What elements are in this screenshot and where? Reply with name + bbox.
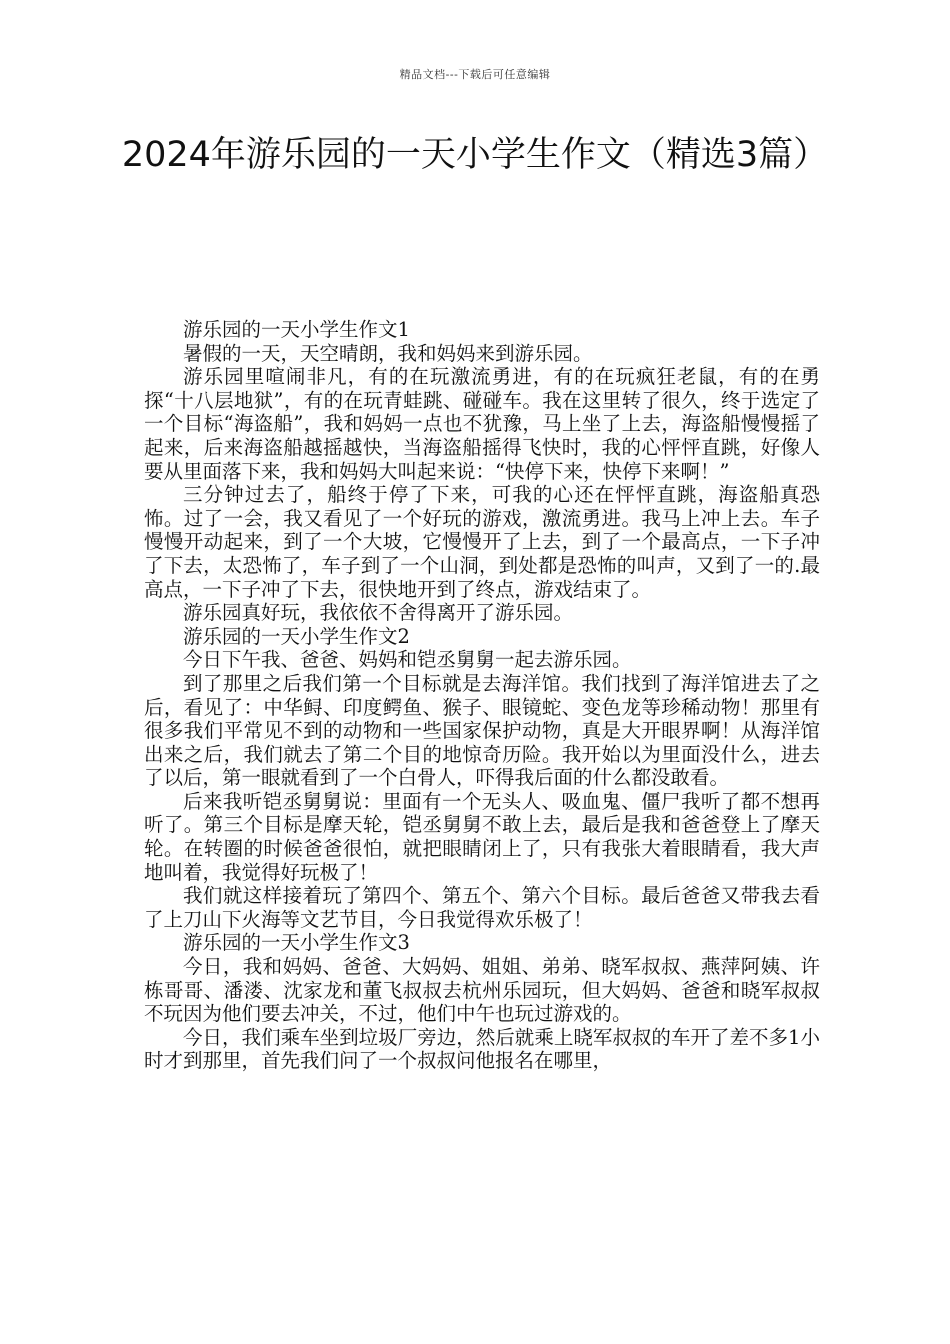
- document-title: 2024年游乐园的一天小学生作文（精选3篇）: [121, 135, 829, 175]
- paragraph: 游乐园里喧闹非凡，有的在玩激流勇进，有的在玩疯狂老鼠，有的在勇探“十八层地狱”，有的在玩青蛙跳、碰碰车。我在这里转了很久，终于选定了一个目标“海盗船”，我和妈妈一点也不犹豫，马上坐了上去，海盗船慢慢摇了起来，后来海盗船越摇越快，当海盗船摇得飞快时，我的心怦怦直跳，好像人要从里面落下来，我和妈妈大叫起来说：“快停下来，快停下来啊！”: [144, 365, 820, 483]
- essay-heading-1: 游乐园的一天小学生作文1: [183, 318, 410, 341]
- article-body: [144, 318, 820, 1073]
- essay-heading-2: 游乐园的一天小学生作文2: [183, 624, 410, 648]
- paragraph: 今日下午我、爸爸、妈妈和铠丞舅舅一起去游乐园。: [183, 648, 632, 672]
- paragraph: 后来我听铠丞舅舅说：里面有一个无头人、吸血鬼、僵尸我听了都不想再听了。第三个目标是摩天轮，铠丞舅舅不敢上去，最后是我和爸爸登上了摩天轮。在转圈的时候爸爸很怕，就把眼睛闭上了，只有我张大着眼睛看，我大声地叫着，我觉得好玩极了！: [144, 789, 820, 884]
- paragraph: 今日，我和妈妈、爸爸、大妈妈、姐姐、弟弟、晓军叔叔、燕萍阿姨、许栋哥哥、潘溇、沈家龙和董飞叔叔去杭州乐园玩，但大妈妈、爸爸和晓军叔叔不玩因为他们要去冲关，不过，他们中午也玩过游戏的。: [144, 955, 820, 1026]
- paragraph: 三分钟过去了，船终于停了下来，可我的心还在怦怦直跳，海盗船真恐怖。过了一会，我又看见了一个好玩的游戏，激流勇进。我马上冲上去。车子慢慢开动起来，到了一个大坡，它慢慢开了上去，到了一个最高点，一下子冲了下去，太恐怖了，车子到了一个山洞，到处都是恐怖的叫声，又到了一的.最高点，一下子冲了下去，很快地开到了终点，游戏结束了。: [144, 483, 820, 601]
- paragraph: 游乐园真好玩，我依依不舍得离开了游乐园。: [183, 601, 574, 625]
- paragraph: 到了那里之后我们第一个目标就是去海洋馆。我们找到了海洋馆进去了之后，看见了：中华鲟、印度鳄鱼、猴子、眼镜蛇、变色龙等珍稀动物！那里有很多我们平常见不到的动物和一些国家保护动物，真是大开眼界啊！从海洋馆出来之后，我们就去了第二个目的地惊奇历险。我开始以为里面没什么，进去了以后，第一眼就看到了一个白骨人，吓得我后面的什么都没敢看。: [144, 671, 820, 790]
- paragraph: 我们就这样接着玩了第四个、第五个、第六个目标。最后爸爸又带我去看了上刀山下火海等文艺节目，今日我觉得欢乐极了！: [144, 884, 820, 931]
- essay-heading-3: 游乐园的一天小学生作文3: [183, 931, 410, 955]
- paragraph: 暑假的一天，天空晴朗，我和妈妈来到游乐园。: [183, 341, 593, 365]
- paragraph: 今日，我们乘车坐到垃圾厂旁边，然后就乘上晓军叔叔的车开了差不多1小时才到那里，首先我们问了一个叔叔问他报名在哪里，: [144, 1025, 820, 1073]
- header-note: 精品文档---下载后可任意编辑: [399, 68, 551, 81]
